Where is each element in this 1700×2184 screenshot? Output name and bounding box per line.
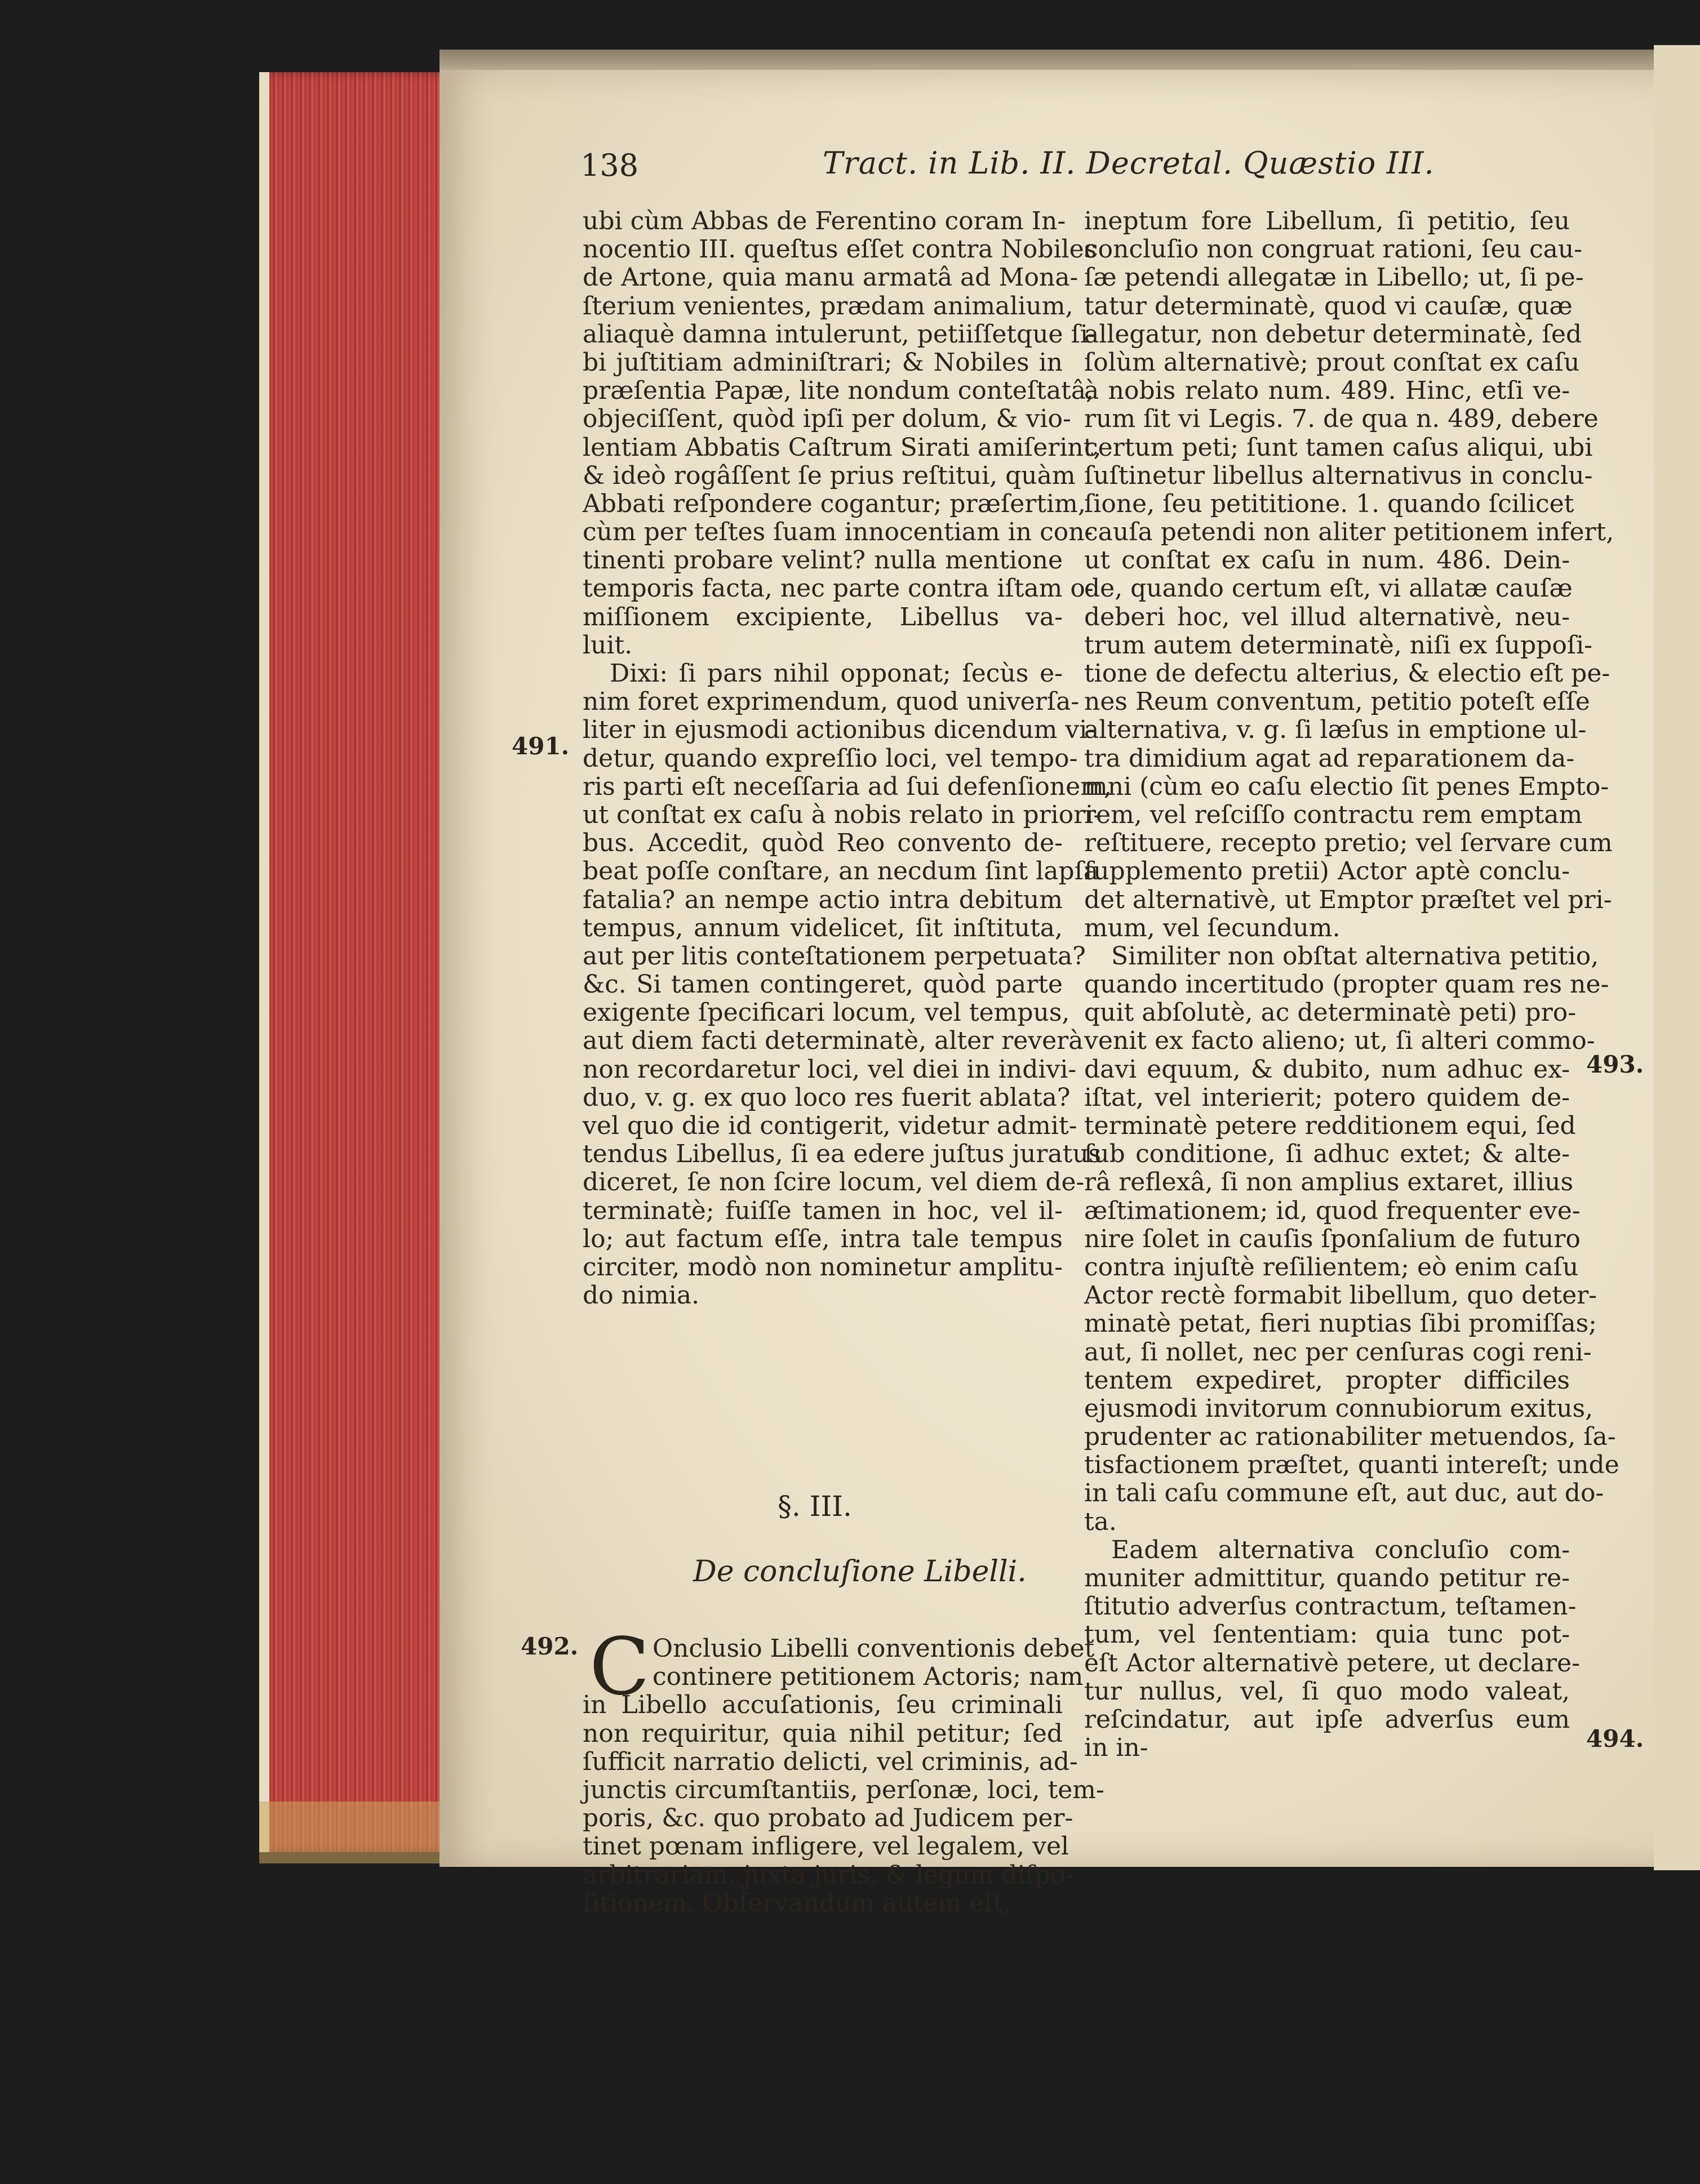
- text-line: râ reflexâ, ſi non amplius extaret, illius: [1084, 1168, 1574, 1197]
- text-line: aut diem facti determinatè, alter reverà: [583, 1026, 1084, 1056]
- text-line: æſtimationem; id, quod frequenter eve-: [1084, 1196, 1581, 1225]
- text-line: tra dimidium agat ad reparationem da-: [1084, 744, 1575, 773]
- text-line: ut conſtat ex caſu in num. 486. Dein-: [1084, 546, 1570, 575]
- text-line: tum, vel ſententiam: quia tunc pot-: [1084, 1620, 1570, 1649]
- text-line: tentem expediret, propter difficiles: [1084, 1365, 1570, 1395]
- text-line: luit.: [583, 630, 633, 660]
- text-line: exigente ſpecificari locum, vel tempus,: [583, 998, 1070, 1027]
- page-number: 138: [580, 148, 639, 183]
- text-line: liter in ejusmodi actionibus dicendum vi-: [583, 715, 1096, 745]
- text-line: continere petitionem Actoris; nam: [653, 1662, 1084, 1692]
- text-line: aliaquè damna intulerunt, petiiſſetque ſi-: [583, 319, 1097, 349]
- page-edges: [259, 72, 455, 1852]
- text-line: miſſionem excipiente, Libellus va-: [583, 602, 1063, 631]
- text-line: allegatur, non debetur determinatè, ſed: [1084, 319, 1582, 349]
- text-line: ineptum fore Libellum, ſi petitio, ſeu: [1084, 207, 1570, 235]
- text-line: tatur determinatè, quod vi cauſæ, quæ: [1084, 291, 1573, 321]
- text-line: rem, vel reſciſſo contractu rem emptam: [1084, 800, 1583, 829]
- text-line: ut conſtat ex caſu à nobis relato in priori-: [583, 800, 1102, 829]
- text-line: Onclusio Libelli conventionis debet: [653, 1634, 1095, 1663]
- text-line: rum ſit vi Legis. 7. de qua n. 489, debere: [1084, 404, 1599, 434]
- text-line: reſcindatur, aut ipſe adverſus eum: [1084, 1705, 1570, 1734]
- text-line: vel quo die id contigerit, videtur admit-: [583, 1111, 1077, 1140]
- running-title: Tract. in Lib. II. Decretal. Quæstio III.: [823, 145, 1435, 181]
- text-line: ſolùm alternativè; prout conſtat ex caſu: [1084, 348, 1580, 377]
- text-line: nes Reum conventum, petitio poteſt eſſe: [1084, 687, 1590, 717]
- text-line: ſufficit narratio delicti, vel criminis, ad-: [583, 1747, 1078, 1776]
- text-line: beat poſſe conſtare, an necdum ſint lapſa: [583, 857, 1099, 886]
- text-line: temporis facta, nec parte contra iſtam o-: [583, 574, 1094, 603]
- text-line: ſione, ſeu petititione. 1. quando ſcilicet: [1084, 489, 1574, 518]
- text-line: bus. Accedit, quòd Reo convento de-: [583, 829, 1063, 858]
- text-line: iſtat, vel interierit; potero quidem de-: [1084, 1083, 1570, 1112]
- text-line: cauſa petendi non aliter petitionem infert,: [1084, 518, 1614, 547]
- text-line: tendus Libellus, ſi ea edere juſtus juratus: [583, 1140, 1102, 1169]
- text-line: fatalia? an nempe actio intra debitum: [583, 885, 1063, 914]
- text-line: duo, v. g. ex quo loco res fuerit ablata?: [583, 1083, 1071, 1112]
- text-line: minatè petat, fieri nuptias ſibi promiſſas;: [1084, 1309, 1597, 1338]
- text-line: nocentio III. queſtus eſſet contra Nobiles: [583, 235, 1097, 264]
- left-column: [583, 207, 1112, 1310]
- text-line: Actor rectè formabit libellum, quo deter-: [1084, 1281, 1597, 1310]
- text-line: davi equum, & dubito, num adhuc ex-: [1084, 1055, 1570, 1084]
- text-line: bi juſtitiam adminiſtrari; & Nobiles in: [583, 348, 1063, 377]
- text-line: ſtitutio adverſus contractum, teſtamen-: [1084, 1592, 1577, 1621]
- text-line: mum, vel ſecundum.: [1084, 913, 1341, 942]
- text-line: tur nullus, vel, ſi quo modo valeat,: [1084, 1676, 1570, 1706]
- text-line: ris parti eſt neceſſaria ad ſui defenſionem,: [583, 772, 1112, 801]
- facing-page-edge: [1654, 45, 1700, 1870]
- text-line: de Artone, quia manu armatâ ad Mona-: [583, 263, 1078, 292]
- text-line: terminatè; fuiſſe tamen in hoc, vel il-: [583, 1196, 1063, 1225]
- text-line: mni (cùm eo caſu electio ſit penes Empto-: [1084, 772, 1609, 801]
- text-line: tempus, annum videlicet, ſit inſtituta,: [583, 913, 1063, 942]
- text-line: trum autem determinatè, niſi ex ſuppoſi-: [1084, 630, 1593, 660]
- margin-number-491: 491.: [512, 732, 570, 760]
- text-line: det alternativè, ut Emptor præſtet vel pri-: [1084, 885, 1612, 914]
- text-line: in tali caſu commune eſt, aut duc, aut do-: [1084, 1479, 1604, 1508]
- text-line: non requiritur, quia nihil petitur; ſed: [583, 1719, 1063, 1748]
- text-line: & ideò rogâſſent ſe prius reſtitui, quàm: [583, 461, 1076, 490]
- text-line: quando incertitudo (propter quam res ne-: [1084, 970, 1609, 999]
- text-line: ſæ petendi allegatæ in Libello; ut, ſi pe-: [1084, 263, 1584, 292]
- margin-number-492: 492.: [521, 1633, 579, 1660]
- text-line: Similiter non obſtat alternativa petitio,: [1111, 941, 1599, 971]
- text-line: ſupplemento pretii) Actor aptè conclu-: [1084, 857, 1570, 886]
- text-line: Eadem alternativa concluſio com-: [1111, 1535, 1570, 1564]
- text-line: alternativa, v. g. ſi læſus in emptione ul-: [1084, 715, 1587, 745]
- text-line: Dixi: ſi pars nihil opponat; ſecùs e-: [610, 659, 1063, 688]
- text-line: eſt Actor alternativè petere, ut declare-: [1084, 1648, 1580, 1678]
- text-line: concluſio non congruat rationi, ſeu cau-: [1084, 235, 1583, 264]
- section-title: De concluſione Libelli.: [693, 1555, 1027, 1589]
- text-line: præſentia Papæ, lite nondum conteſtatâ,: [583, 376, 1094, 406]
- text-line: tione de defectu alterius, & electio eſt pe-: [1084, 659, 1610, 688]
- text-line: tinenti probare velint? nulla mentione: [583, 546, 1063, 575]
- text-line: nim foret exprimendum, quod univerſa-: [583, 687, 1080, 717]
- text-line: prudenter ac rationabiliter metuendos, ſa-: [1084, 1422, 1616, 1452]
- left-column-b: [583, 1634, 1104, 1918]
- text-line: de, quando certum eſt, vi allatæ cauſæ: [1084, 574, 1573, 603]
- text-line: ubi cùm Abbas de Ferentino coram In-: [583, 207, 1066, 235]
- text-line: reſtituere, recepto pretio; vel ſervare cum: [1084, 829, 1613, 858]
- text-line: in in-: [1084, 1733, 1148, 1763]
- text-line: certum peti; ſunt tamen caſus aliqui, ubi: [1084, 433, 1593, 462]
- text-line: cùm per teſtes ſuam innocentiam in con-: [583, 518, 1093, 547]
- text-line: do nimia.: [583, 1281, 700, 1310]
- text-line: muniter admittitur, quando petitur re-: [1084, 1564, 1570, 1593]
- text-line: lo; aut factum eſſe, intra tale tempus: [583, 1224, 1063, 1253]
- text-line: junctis circumſtantiis, perſonæ, loci, tem-: [583, 1775, 1104, 1804]
- text-line: terminatè petere redditionem equi, ſed: [1084, 1111, 1576, 1140]
- text-line: non recordaretur loci, vel diei in indivi-: [583, 1055, 1077, 1084]
- text-line: venit ex facto alieno; ut, ſi alteri commo-: [1084, 1026, 1595, 1056]
- text-line: circiter, modò non nominetur amplitu-: [583, 1252, 1063, 1282]
- text-line: objeciſſent, quòd ipſi per dolum, & vio-: [583, 404, 1071, 434]
- text-line: detur, quando expreſſio loci, vel tempo-: [583, 744, 1078, 773]
- text-line: poris, &c. quo probato ad Judicem per-: [583, 1804, 1073, 1833]
- text-line: ſitionem. Obſervandum autem eſt,: [583, 1888, 1011, 1918]
- text-line: ta.: [1084, 1507, 1117, 1536]
- text-line: contra injuſtè reſilientem; eò enim caſu: [1084, 1252, 1579, 1282]
- section-mark: §. III.: [778, 1490, 852, 1523]
- page-edge-bottom: [259, 1802, 445, 1863]
- text-line: lentiam Abbatis Caſtrum Sirati amiſerint,: [583, 433, 1102, 462]
- drop-cap: C: [589, 1621, 650, 1713]
- text-line: aut, ſi nollet, nec per cenſuras cogi reni-: [1084, 1337, 1592, 1367]
- text-line: ſterium venientes, prædam animalium,: [583, 291, 1073, 321]
- text-line: aut per litis conteſtationem perpetuata?: [583, 941, 1086, 971]
- text-line: ejusmodi invitorum connubiorum exitus,: [1084, 1394, 1594, 1423]
- text-line: à nobis relato num. 489. Hinc, etſi ve-: [1084, 376, 1570, 406]
- text-line: quit abſolutè, ac determinatè peti) pro-: [1084, 998, 1577, 1027]
- text-line: arbitrariam, juxta juris, & legum diſpo-: [583, 1860, 1074, 1889]
- text-line: deberi hoc, vel illud alternativè, neu-: [1084, 602, 1570, 631]
- text-line: ſub conditione, ſi adhuc extet; & alte-: [1084, 1140, 1570, 1169]
- text-line: Abbati reſpondere cogantur; præſertim,: [583, 489, 1086, 518]
- text-line: tinet pœnam infligere, vel legalem, vel: [583, 1832, 1069, 1861]
- text-line: in Libello accuſationis, ſeu criminali: [583, 1691, 1063, 1720]
- text-line: ſuſtinetur libellus alternativus in conclu-: [1084, 461, 1593, 490]
- margin-number-494: 494.: [1586, 1725, 1644, 1752]
- text-line: nire ſolet in cauſis ſponſalium de futuro: [1084, 1224, 1581, 1253]
- text-line: &c. Si tamen contingeret, quòd parte: [583, 970, 1063, 999]
- text-line: diceret, ſe non ſcire locum, vel diem de-: [583, 1168, 1085, 1197]
- margin-number-493: 493.: [1586, 1051, 1644, 1078]
- text-line: tisfactionem præſtet, quanti intereſt; unde: [1084, 1451, 1619, 1480]
